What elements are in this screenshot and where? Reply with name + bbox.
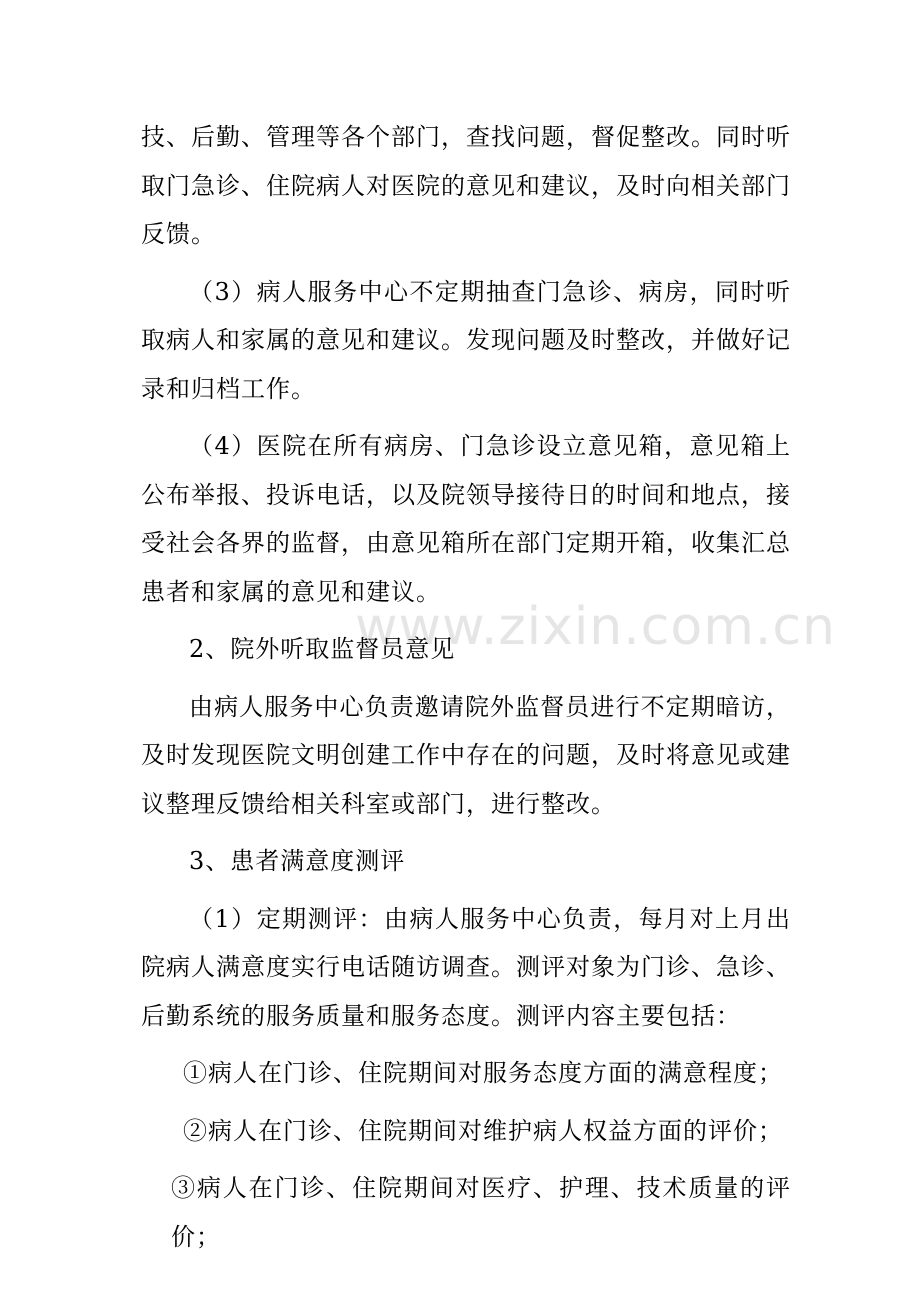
paragraph-regular-evaluation: （1）定期测评：由病人服务中心负责，每月对上月出院病人满意度实行电话随访调查。测评对象为门诊、急诊、后勤系统的服务质量和服务态度。测评内容主要包括：: [141, 904, 791, 1030]
paragraph-supervisor: 由病人服务中心负责邀请院外监督员进行不定期暗访，及时发现医院文明创建工作中存在的问题，及时将意见或建议整理反馈给相关科室或部门，进行整改。: [141, 692, 791, 818]
paragraph-item-4: （4）医院在所有病房、门急诊设立意见箱，意见箱上公布举报、投诉电话，以及院领导接待日的时间和地点，接受社会各界的监督，由意见箱所在部门定期开箱，收集汇总患者和家属的意见和建议。: [141, 432, 791, 606]
paragraph-continuation: 技、后勤、管理等各个部门，查找问题，督促整改。同时听取门急诊、住院病人对医院的意见和建议，及时向相关部门反馈。: [141, 123, 791, 248]
section-heading-3: 3、患者满意度测评: [189, 847, 406, 875]
list-item-1: ①病人在门诊、住院期间对服务态度方面的满意程度；: [183, 1059, 783, 1087]
list-item-3: ③病人在门诊、住院期间对医疗、护理、技术质量的评价；: [171, 1174, 791, 1251]
watermark: www.zixin.com.cn: [355, 597, 836, 657]
section-heading-2: 2、院外听取监督员意见: [189, 635, 456, 663]
list-item-2: ②病人在门诊、住院期间对维护病人权益方面的评价；: [183, 1116, 783, 1145]
paragraph-item-3: （3）病人服务中心不定期抽查门急诊、病房，同时听取病人和家属的意见和建议。发现问题及时整改，并做好记录和归档工作。: [141, 277, 791, 403]
document-body: [141, 113, 791, 1261]
